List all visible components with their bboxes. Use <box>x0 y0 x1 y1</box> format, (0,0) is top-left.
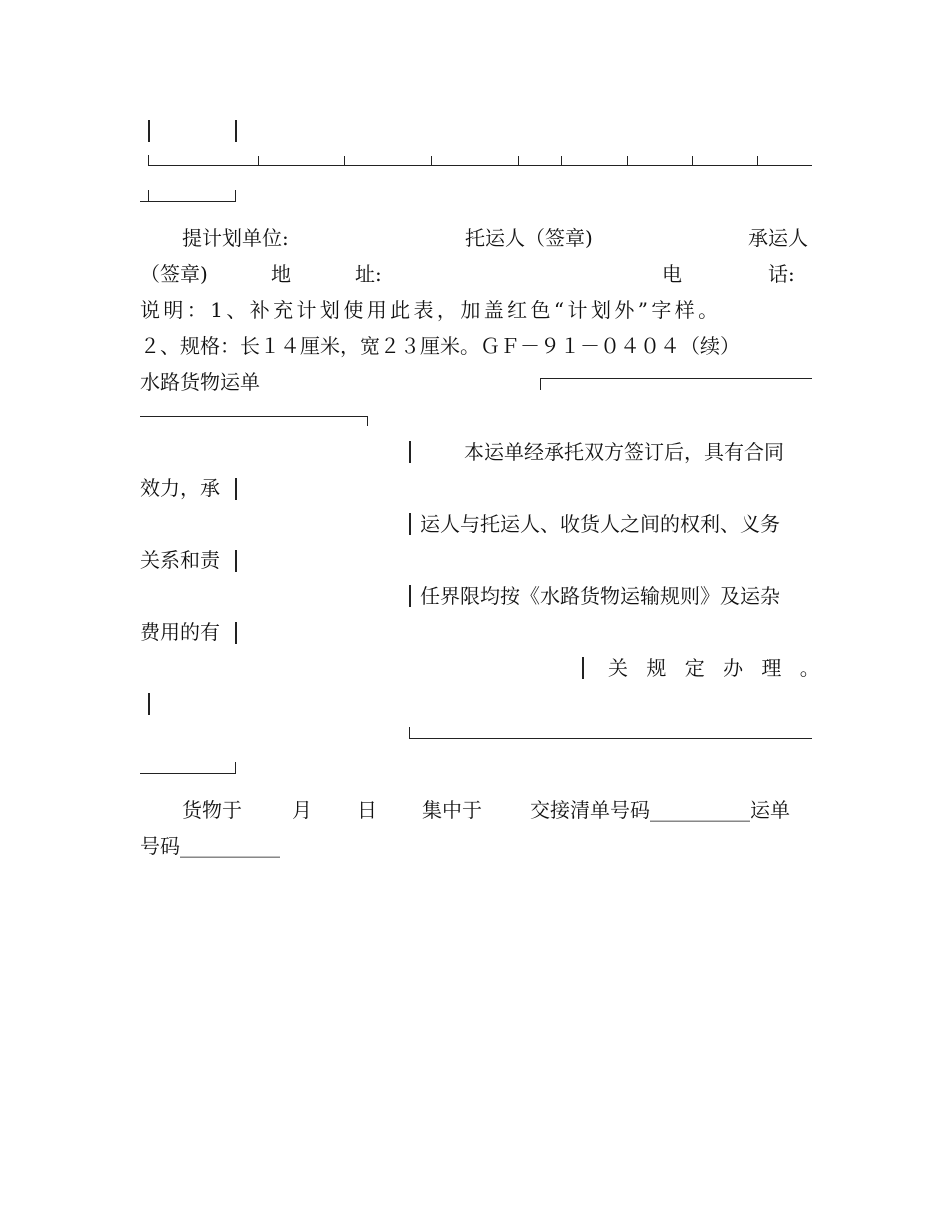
gathered-at-label: 集中于 <box>422 798 482 822</box>
table-hline <box>140 201 236 202</box>
box-corner <box>540 378 541 390</box>
carrier-sign-label: （签章) <box>140 262 208 286</box>
box-vline <box>235 478 237 500</box>
table-vline <box>235 120 237 142</box>
waybill-text-line-3: 任界限均按《水路货物运输规则》及运杂 <box>420 584 780 608</box>
table-hline <box>148 165 812 166</box>
box-corner <box>367 416 368 426</box>
waybill-text-line-1: 本运单经承托双方签订后，具有合同 <box>464 440 784 464</box>
table-vline <box>235 190 236 202</box>
box-top-line-2 <box>140 416 368 417</box>
waybill-text-line-4: 关 规 定 办 理 。 <box>608 656 826 680</box>
box-vline <box>148 693 150 715</box>
goods-on-label: 货物于 <box>182 798 242 822</box>
phone-label-part2: 话: <box>768 262 795 286</box>
plan-unit-label: 提计划单位: <box>182 226 289 250</box>
shipper-sign-label: 托运人（签章) <box>465 226 593 250</box>
note-line-2: ２、规格：长１４厘米，宽２３厘米。ＧＦ－９１－０４０４（续） <box>140 334 740 358</box>
day-label: 日 <box>357 798 377 822</box>
waybill-left-3: 费用的有 <box>140 620 220 644</box>
waybill-left-2: 关系和责 <box>140 548 220 572</box>
waybill-left-1: 效力，承 <box>140 476 220 500</box>
table-column-tick <box>757 156 758 166</box>
waybill-number-label: 号码__________ <box>140 834 280 858</box>
address-label-part1: 地 <box>271 262 291 286</box>
table-vline <box>148 120 150 142</box>
waybill-title: 水路货物运单 <box>140 370 260 394</box>
table-column-tick <box>344 156 345 166</box>
table-column-tick <box>561 156 562 166</box>
box-bottom-line-2 <box>140 773 236 774</box>
table-column-tick <box>431 156 432 166</box>
handover-number-label: 交接清单号码__________运单 <box>530 798 790 822</box>
table-vline <box>148 190 149 202</box>
table-vline <box>148 155 149 166</box>
box-vline <box>409 441 411 463</box>
box-corner <box>409 727 410 739</box>
note-line-1: 说明：1、补充计划使用此表，加盖红色“计划外”字样。 <box>140 298 722 322</box>
table-column-tick <box>518 156 519 166</box>
phone-label-part1: 电 <box>662 262 682 286</box>
box-vline <box>235 550 237 572</box>
table-column-tick <box>258 156 259 166</box>
address-label-part2: 址: <box>355 262 382 286</box>
box-vline <box>235 622 237 644</box>
box-corner <box>235 762 236 774</box>
box-bottom-line <box>409 738 812 739</box>
waybill-text-line-2: 运人与托运人、收货人之间的权利、义务 <box>420 512 780 536</box>
box-vline <box>409 585 411 607</box>
table-column-tick <box>627 156 628 166</box>
box-top-line <box>540 378 812 379</box>
month-label: 月 <box>292 798 312 822</box>
carrier-label: 承运人 <box>748 226 808 250</box>
box-vline <box>409 513 411 535</box>
box-vline <box>582 657 584 679</box>
table-column-tick <box>692 156 693 166</box>
